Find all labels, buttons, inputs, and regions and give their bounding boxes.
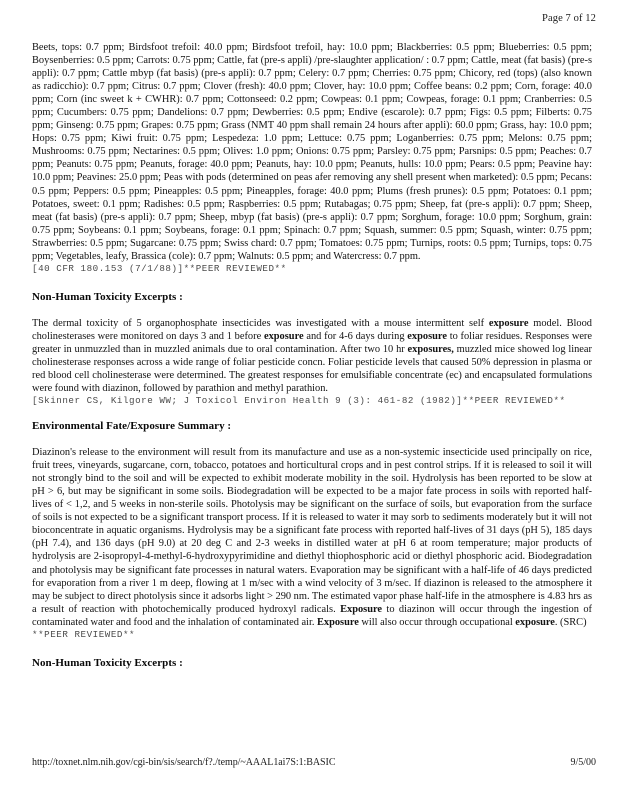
section-heading-non-human-toxicity-2: Non-Human Toxicity Excerpts : — [32, 656, 183, 669]
cfr-citation: [40 CFR 180.153 (7/1/88)]**PEER REVIEWED** — [32, 262, 287, 274]
section-heading-environmental-fate: Environmental Fate/Exposure Summary : — [32, 420, 232, 433]
footer-print-date: 9/5/00 — [570, 757, 596, 768]
section-body-non-human-toxicity-1: The dermal toxicity of 5 organophosphate insecticides was investigated with a mouse intermittent self exposure model. Blood cholinesterases were monitored on days 3 and 1 before exposure and for 4-6 days during exposure to foliar residues. Responses were greater in unmuzzled than in muzzled animals due to oral contamination. After two 10 hr exposures, muzzled mice showed log linear cholinesterase responses across a wide range of foliar pesticide concn. Foliar pesticide levels that caused 50% depression in plasma or red blood cell cholinesterase were determined. The greatest responses for emulsifiable concentrate (ec) and encapsulated formulations were found with diazinon, followed by parathion and methyl parathion. — [32, 317, 593, 395]
section-body-environmental-fate: Diazinon's release to the environment will result from its manufacture and use as a non-systemic insecticide used principally on rice, fruit trees, vineyards, sugarcane, corn, tobacco, potatoes and horticultural crops and in pest control strips. If it is released to soil it will not strongly bind to the soil and will be expected to exhibit moderate mobility in the soil. Hydrolysis has been reported to be slow at pH > 6, but may be significant in some soils. Biodegradation will be expected to be a major fate process in soils with reported half-lives of < 1,2, and 5 weeks in non-sterile soils. Photolysis may be significant on the surface of soils, but evaporation from the surface of soils is not expected to be a significant transport process. If it is released to water it may sorb to sediments moderately but it will not bioconcentrate in aquatic organisms. Hydrolysis may be a significant fate process with reported half-lives of 31 days (pH 5), 185 days (pH 7.4), and 136 days (pH 9.0) at 20 deg C and 2-3 weeks in distilled water at pH 6 at room temperature; major products of hydrolysis are 2-isopropyl-4-methyl-6-hydroxypyrimidine and diethyl thiophosphoric acid or diethyl phosphoric acid. Biodegradation and photolysis may be significant fate processes in natural waters. Evaporation may be significant with a half-life of 46 days predicted for evaporation from a river 1 m deep, flowing at 1 m/sec with a wind velocity of 3 m/sec. If diazinon is released to the atmosphere it may be subject to direct photolysis since it adsorbs light > 290 nm. The estimated vapor phase half-life in the atmosphere is 4.83 hrs as a result of reaction with photochemically produced hydroxyl radicals. Exposure to diazinon will occur through the ingestion of contaminated water and food and the inhalation of contaminated air. Exposure will also occur through occupational exposure. (SRC) — [32, 447, 592, 628]
spacer — [32, 275, 592, 291]
section-heading-non-human-toxicity-1: Non-Human Toxicity Excerpts : — [32, 290, 183, 303]
section-citation-non-human-toxicity-1: [Skinner CS, Kilgore WW; J Toxicol Environ Health 9 (3): 461-82 (1982)]**PEER REVIEWED** — [32, 395, 566, 407]
spacer — [32, 641, 592, 657]
spacer — [32, 304, 592, 317]
document-body — [32, 41, 592, 670]
residue-tolerance-paragraph: Beets, tops: 0.7 ppm; Birdsfoot trefoil: 40.0 ppm; Birdsfoot trefoil, hay: 10.0 ppm; Blackberries: 0.5 ppm; Blueberries: 0.5 ppm; Boysenberries: 0.5 ppm; Carrots: 0.75 ppm; Cattle, fat (pre-s appli) /pre-slaughter application/ : 0.7 ppm; Cattle, meat (fat basis) (pre-s appli): 0.7 ppm; Cattle mbyp (fat basis) (pre-s appli): 0.7 ppm; Celery: 0.7 ppm; Cherries: 0.75 ppm; Chicory, red (tops) (also known as radicchio): 0.7 ppm; Citrus: 0.7 ppm; Clover (fresh): 40.0 ppm; Clover, hay: 10.0 ppm; Coffee beans: 0.2 ppm; Corn, forage: 40.0 ppm; Corn (inc sweet k + CWHR): 0.7 ppm; Cottonseed: 0.2 ppm; Cowpeas: 0.1 ppm; Cowpeas, forage: 0.1 ppm; Cranberries: 0.5 ppm; Cucumbers: 0.75 ppm; Dandelions: 0.7 ppm; Dewberries: 0.5 ppm; Endive (escarole): 0.7 ppm; Figs: 0.5 ppm; Filberts: 0.75 ppm; Ginseng: 0.75 ppm; Grapes: 0.75 ppm; Grass (NMT 40 ppm shall remain 24 hours after appli): 60.0 ppm; Grass, hay: 10.0 ppm; Hops: 0.75 ppm; Kiwi fruit: 0.75 ppm; Lespedeza: 1.0 ppm; Lettuce: 0.75 ppm; Loganberries: 0.75 ppm; Melons: 0.75 ppm; Mushrooms: 0.75 ppm; Nectarines: 0.5 ppm; Olives: 1.0 ppm; Onions: 0.75 ppm; Parsley: 0.75 ppm; Parsnips: 0.5 ppm; Peaches: 0.7 ppm; Peanuts: 0.75 ppm; Peanuts, forage: 40.0 ppm; Peanuts, hay: 10.0 ppm; Peanuts, hulls: 10.0 ppm; Pears: 0.5 ppm; Peavine hay: 10.0 ppm; Peavines: 25.0 ppm; Peas with pods (determined on peas afer removing any shell present when marketed): 0.5 ppm; Pecans: 0.5 ppm; Peppers: 0.5 ppm; Pineapples: 0.5 ppm; Pineapples, forage: 40.0 ppm; Plums (fresh prunes): 0.5 ppm; Potatoes: 0.1 ppm; Potatoes, sweet: 0.1 ppm; Radishes: 0.5 ppm; Raspberries: 0.5 ppm; Rutabagas; 0.75 ppm; Sheep, fat (pre-s appli): 0.7 ppm; Sheep, meat (fat basis) (pre-s appli): 0.7 ppm; Sheep, mbyp (fat basis) (pre-s appli): 0.7 ppm; Sorghum, forage: 10.0 ppm; Sorghum, grain: 0.75 ppm; Soybeans: 0.1 ppm; Soybeans, forage: 0.1 ppm; Spinach: 0.7 ppm; Squash, summer: 0.5 ppm; Squash, winter: 0.75 ppm; Strawberries: 0.5 ppm; Sugarcane: 0.75 ppm; Swiss chard: 0.7 ppm; Tomatoes: 0.75 ppm; Turnips, roots: 0.5 ppm; Turnips, tops: 0.75 ppm; Vegetables, leafy, Brassica (cole): 0.7 ppm; Walnuts: 0.5 ppm; and Watercress: 0.7 ppm. — [32, 42, 592, 262]
page-footer — [32, 757, 596, 771]
footer-source-url: http://toxnet.nlm.nih.gov/cgi-bin/sis/search/f?./temp/~AAAL1ai7S:1:BASIC — [32, 757, 336, 768]
page-number-header: Page 7 of 12 — [542, 13, 596, 24]
spacer — [32, 433, 592, 446]
spacer — [32, 407, 592, 420]
section-citation-environmental-fate: **PEER REVIEWED** — [32, 628, 136, 640]
